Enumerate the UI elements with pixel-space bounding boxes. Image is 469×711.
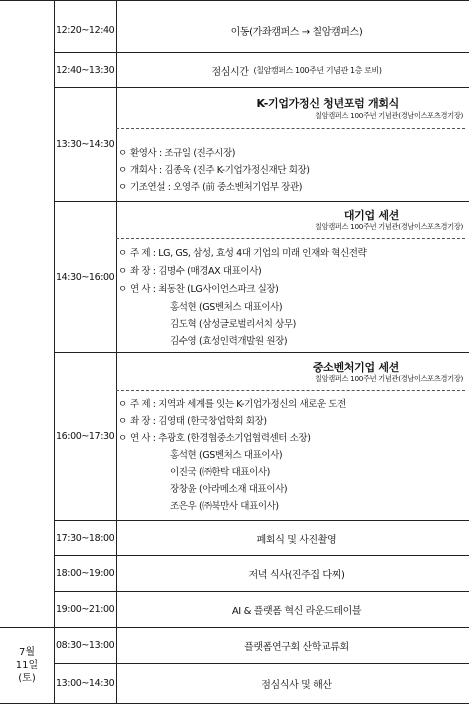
time-cell: 12:40~13:30 <box>56 64 115 76</box>
bullet-text: 지역과 세계를 잇는 K-기업가정신의 새로운 도전 <box>158 399 346 410</box>
time-cell: 17:30~18:00 <box>56 532 115 544</box>
venue-label: 칠암캠퍼스 100주년 기념관(경남이스포츠경기장) <box>314 374 463 383</box>
time-cell: 13:30~14:30 <box>56 139 115 150</box>
bullet-mark: ㅇ <box>118 433 127 444</box>
section-title: K-기업가정신 청년포럼 개회식 <box>256 97 399 110</box>
bullet-text: 개회사 : 김종욱 (진주 K-기업가정신재단 회장) <box>130 165 310 176</box>
time-cell: 19:00~21:00 <box>56 604 115 615</box>
bullet-mark: ㅇ <box>118 148 127 159</box>
bullet-mark: ㅇ <box>118 416 127 427</box>
date-month: 7월 <box>18 647 36 658</box>
bullet-mark: ㅇ <box>118 266 127 277</box>
bullet-mark: ㅇ <box>118 165 127 176</box>
bullet-item <box>118 396 346 410</box>
speaker-item: 김도혁 (삼성글로벌리서치 상무) <box>170 319 296 330</box>
table-border-top <box>0 0 469 1</box>
table-border-bottom <box>0 703 469 704</box>
bullet-text: 김영태 (한국창업학회 회장) <box>158 416 267 427</box>
bullet-text: 추광호 (한경협중소기업협력센터 소장) <box>158 433 311 444</box>
bullet-label: 좌 장 : <box>130 266 156 277</box>
date-day: 11일 <box>15 660 39 671</box>
bullet-item <box>118 145 235 159</box>
program-item: 저녁 식사(진주집 다찌) <box>248 570 345 581</box>
bullet-label: 연 사 : <box>130 284 156 295</box>
time-cell: 08:30~13:00 <box>56 640 115 651</box>
program-item <box>125 53 468 87</box>
bullet-item <box>118 162 310 176</box>
dashed-separator <box>116 238 465 239</box>
time-cell: 12:20~12:40 <box>56 24 115 36</box>
speaker-item: 장창윤 (아라메소재 대표이사) <box>170 484 288 495</box>
bullet-mark: ㅇ <box>118 182 127 193</box>
bullet-item <box>118 430 311 444</box>
bullet-mark: ㅇ <box>118 248 127 259</box>
bullet-item <box>118 179 302 193</box>
time-cell: 13:00~14:30 <box>56 678 115 689</box>
bullet-label: 주 제 : <box>130 248 156 259</box>
venue-label: 칠암캠퍼스 100주년 기념관(경남이스포츠경기장) <box>314 111 463 120</box>
bullet-item <box>118 413 267 427</box>
location-note: (칠암캠퍼스 100주년 기념관 1층 로비) <box>253 65 382 75</box>
bullet-text: 최동찬 (LG사이언스파크 실장) <box>158 284 279 295</box>
speaker-item: 이진국 (㈜한탁 대표이사) <box>170 467 270 478</box>
dashed-separator <box>116 390 465 391</box>
bullet-text: 김명수 (매경AX 대표이사) <box>158 266 262 277</box>
time-cell: 18:00~19:00 <box>56 568 115 579</box>
venue-label: 칠암캠퍼스 100주년 기념관(경남이스포츠경기장) <box>314 222 463 231</box>
bullet-text: 기조연설 : 오영주 (前 중소벤처기업부 장관) <box>130 182 303 193</box>
section-title: 중소벤처기업 세션 <box>312 361 399 374</box>
section-title: 대기업 세션 <box>343 209 399 222</box>
bullet-label: 연 사 : <box>130 433 156 444</box>
program-item: 이동(가좌캠퍼스 → 칠암캠퍼스) <box>230 26 363 38</box>
program-item: AI & 플랫폼 혁신 라운드테이블 <box>231 606 362 617</box>
bullet-item <box>118 281 279 295</box>
bullet-label: 주 제 : <box>130 399 156 410</box>
bullet-item <box>118 263 261 277</box>
bullet-mark: ㅇ <box>118 399 127 410</box>
bullet-item <box>118 245 366 259</box>
dashed-separator <box>116 128 465 129</box>
bullet-text: LG, GS, 삼성, 효성 4대 기업의 미래 인재와 혁신전략 <box>158 248 367 259</box>
program-item: 폐회식 및 사진촬영 <box>256 534 337 546</box>
time-cell: 14:30~16:00 <box>56 271 115 283</box>
bullet-label: 좌 장 : <box>130 416 156 427</box>
bullet-text: 환영사 : 조규일 (진주시장) <box>130 148 236 159</box>
speaker-item: 홍석현 (GS벤처스 대표이사) <box>170 302 283 313</box>
program-item: 플랫폼연구회 산학교류회 <box>244 642 349 653</box>
bullet-mark: ㅇ <box>118 284 127 295</box>
date-cell <box>0 628 54 703</box>
program-label: 점심시간 <box>211 66 249 78</box>
speaker-item: 김수영 (효성인력개발원 원장) <box>170 336 288 347</box>
program-item: 점심식사 및 해산 <box>261 680 332 691</box>
date-weekday: (토) <box>18 673 36 684</box>
time-cell: 16:00~17:30 <box>56 431 115 442</box>
speaker-item: 조은우 (㈜북만사 대표이사) <box>170 501 279 512</box>
speaker-item: 홍석현 (GS벤처스 대표이사) <box>170 450 283 461</box>
